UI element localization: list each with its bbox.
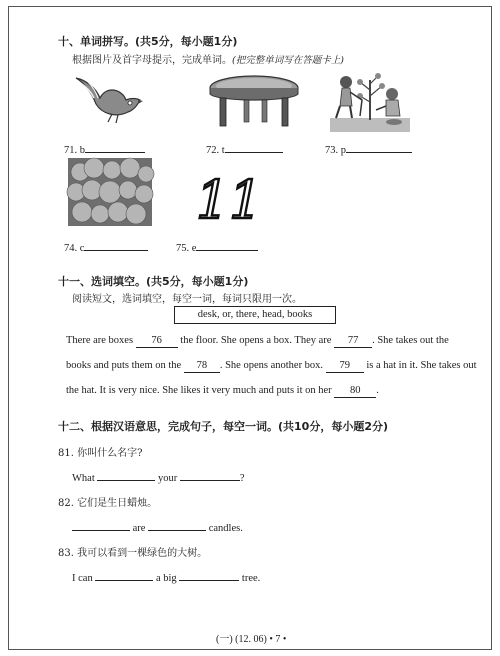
answer-blank[interactable]	[97, 468, 155, 481]
blank-77[interactable]: 77	[334, 335, 372, 348]
item-number: 73.	[325, 145, 339, 156]
sentence-text: tree.	[241, 573, 261, 584]
table-picture	[206, 72, 302, 130]
sentence-text: a big	[155, 573, 177, 584]
answer-blank[interactable]	[179, 568, 239, 581]
answer-blank[interactable]	[180, 468, 240, 481]
sentence-text: ?	[239, 473, 245, 484]
passage-text: the floor. She opens a box. They are	[180, 335, 332, 346]
item-number: 74.	[64, 243, 78, 254]
passage-text: is a hat in it. She takes out	[366, 360, 477, 371]
blank-80[interactable]: 80	[334, 385, 376, 398]
item-number: 75.	[176, 243, 190, 254]
section-12-title: 十二、根据汉语意思，完成句子，每空一词。(共10分，每小题2分)	[58, 420, 389, 433]
item-number: 72.	[206, 145, 220, 156]
question-82-english	[72, 518, 243, 534]
sentence-text: I can	[72, 573, 93, 584]
item-letter: c	[79, 243, 85, 254]
item-letter: e	[191, 243, 197, 254]
passage-text: books and puts them on the	[66, 360, 182, 371]
passage-text: There are boxes	[66, 335, 134, 346]
answer-blank[interactable]	[346, 140, 412, 153]
passage-text: . She opens another box.	[219, 360, 324, 371]
passage-line-2	[66, 360, 477, 373]
answer-blank[interactable]	[148, 518, 206, 531]
passage-text: the hat. It is very nice. She likes it very much and puts it on her	[66, 385, 332, 396]
planting-picture	[330, 70, 410, 132]
question-81-chinese: 81. 你叫什么名字?	[58, 448, 143, 459]
word-box: desk, or, there, head, books	[174, 306, 336, 324]
bird-picture	[72, 70, 144, 126]
item-number: 71.	[64, 145, 78, 156]
item-75	[176, 238, 258, 254]
question-83-english	[72, 568, 260, 584]
number-eleven-text: 11	[196, 171, 263, 231]
answer-blank[interactable]	[225, 140, 283, 153]
item-74	[64, 238, 148, 254]
passage-line-1	[66, 335, 449, 348]
item-letter: b	[79, 145, 85, 156]
instruction-note: (把完整单词写在答题卡上)	[232, 55, 344, 66]
sentence-text: are	[132, 523, 146, 534]
blank-78[interactable]: 78	[184, 360, 220, 373]
question-82-chinese: 82. 它们是生日蜡烛。	[58, 498, 158, 509]
sentence-text: your	[158, 473, 178, 484]
answer-blank[interactable]	[196, 238, 258, 251]
item-letter: t	[221, 145, 225, 156]
item-letter: p	[340, 145, 346, 156]
page-footer: (一) (12. 06) • 7 •	[216, 634, 287, 645]
answer-blank[interactable]	[95, 568, 153, 581]
clouds-picture	[68, 158, 152, 226]
section-10-title: 十、单词拼写。(共5分，每小题1分)	[58, 35, 238, 48]
answer-blank[interactable]	[85, 140, 145, 153]
section-10-instruction	[72, 51, 344, 66]
blank-79[interactable]: 79	[326, 360, 364, 373]
passage-line-3	[66, 385, 379, 398]
blank-76[interactable]: 76	[136, 335, 178, 348]
answer-blank[interactable]	[72, 518, 130, 531]
section-11-title: 十一、选词填空。(共5分，每小题1分)	[58, 275, 249, 288]
section-11-instruction: 阅读短文，选词填空，每空一词，每词只限用一次。	[72, 294, 302, 305]
instruction-text: 根据图片及首字母提示，完成单词。	[72, 55, 232, 66]
answer-blank[interactable]	[84, 238, 148, 251]
question-81-english	[72, 468, 245, 484]
item-73	[325, 140, 412, 156]
item-71	[64, 140, 145, 156]
passage-text: .	[376, 385, 379, 396]
passage-text: . She takes out the	[372, 335, 449, 346]
number-eleven-picture	[192, 168, 263, 231]
question-83-chinese: 83. 我可以看到一棵绿色的大树。	[58, 548, 208, 559]
sentence-text: candles.	[208, 523, 243, 534]
item-72	[206, 140, 283, 156]
sentence-text: What	[72, 473, 95, 484]
